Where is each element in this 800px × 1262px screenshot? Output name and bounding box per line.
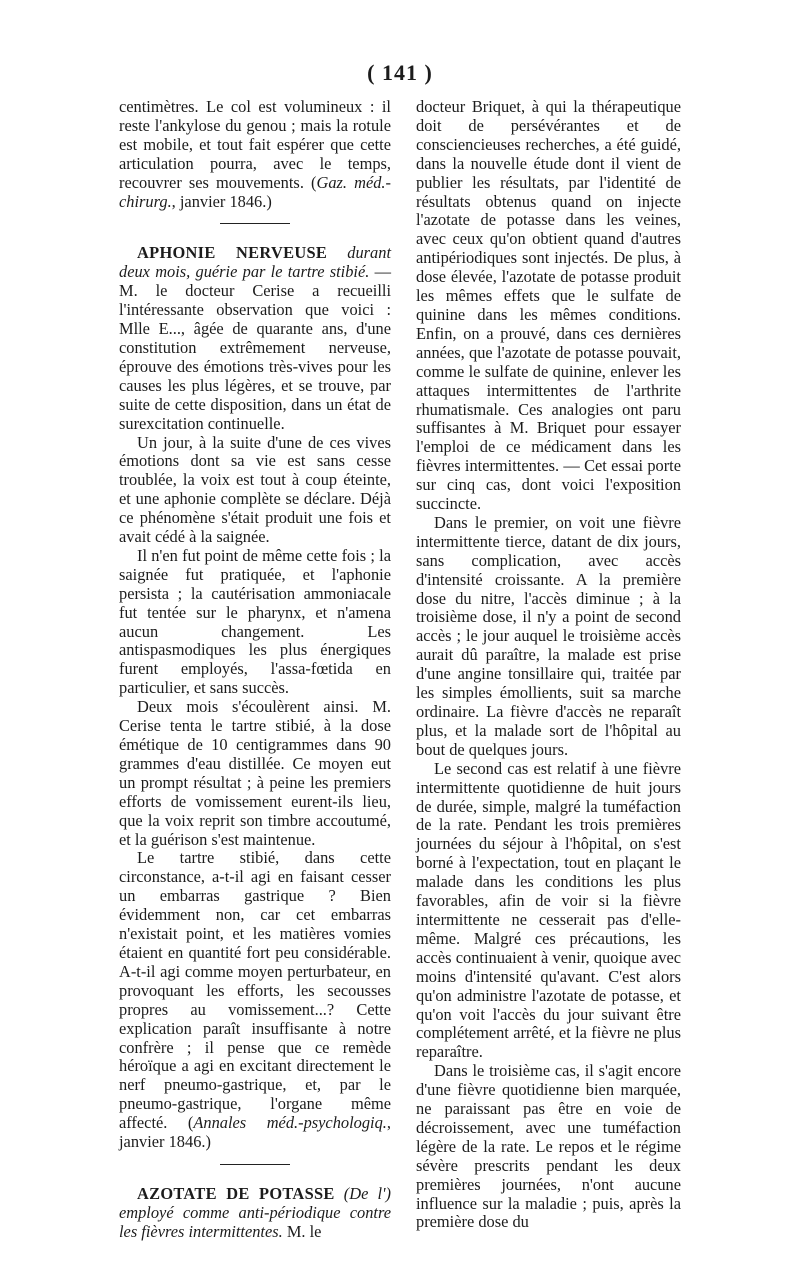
article-paragraph: Un jour, à la suite d'une de ces vives émotions dont sa vie est sans cesse troublée, la voix est tout à coup éteinte, et une aphonie complète se déclare. Déjà ce phénomène s'était produit une fois et avait cédé à la saignée. — [119, 432, 391, 547]
section-divider — [220, 1164, 290, 1165]
article-heading: AZOTATE DE POTASSE — [137, 1183, 335, 1203]
case-paragraph: Le second cas est relatif à une fièvre intermittente quotidienne de huit jours de durée, simple, malgré la tuméfaction de la rate. Pendant les trois premières journées du séjour à l'hôpital, on s'est borné à l'expectation, tout en plaçant le malade dans les conditions les plus favorables, afin de voir si la fièvre intermittente ne cesserait pas d'elle-même. Malgré ces précautions, les accès continuaient à venir, quoique avec moins d'intensité qu'avant. C'est alors qu'on administre l'azotate de potasse, et qu'on voit l'accès du jour suivant être complétement arrêté, et la fièvre ne plus reparaître. — [416, 758, 681, 1062]
continued-paragraph: docteur Briquet, à qui la thérapeutique doit de persévérantes et de consciencieuses recherches, a été guidé, dans la nouvelle étude dont il vient de publier les résultats, par l'identité de résultats obtenus quand on injecte l'azotate de potasse dans les veines, avec ceux qu'on obtient quand d'autres antipériodiques sont injectés. De plus, à dose élevée, l'azotate de potasse produit les mêmes effets que le sulfate de quinine dans les mêmes conditions. Enfin, on a prouvé, dans ces dernières années, que l'azotate de potasse pouvait, comme le sulfate de quinine, enlever les attaques intermittentes de l'arthrite rhumatismale. Ces analogies ont paru suffisantes à M. Briquet pour essayer l'emploi de ce médicament dans les fièvres intermittentes. — Cet essai porte sur cinq cas, dont voici l'exposition succincte. — [416, 97, 681, 514]
case-paragraph: Dans le premier, on voit une fièvre intermittente tierce, datant de dix jours, sans complication, avec accès d'intensité croissante. A la première dose du nitre, l'accès diminue ; à la troisième dose, il n'y a point de second accès ; le jour auquel le troisième accès aurait dû paraître, la malade est prise d'une angine tonsillaire qui, traitée par les simples émollients, suit sa marche ordinaire. La fièvre d'accès ne reparaît plus, et la malade sort de l'hôpital au bout de quelques jours. — [416, 512, 681, 759]
citation-date: , janvier 1846.) — [119, 1113, 391, 1152]
article-intro-text: M. le — [282, 1221, 322, 1241]
right-column — [416, 98, 681, 1232]
article-intro — [119, 1185, 391, 1242]
page-number: ( 141 ) — [367, 60, 433, 85]
section-divider — [220, 223, 290, 224]
article-paragraph — [119, 849, 391, 1152]
article-paragraph: Il n'en fut point de même cette fois ; la saignée fut pratiquée, et l'aphonie persista ; la cautérisation ammoniacale fut tentée sur le pharynx, et n'amena aucun changement. Les antispasmodiques les plus énergiques furent employés, l'assa-fœtida en particulier, et sans succès. — [119, 545, 391, 698]
article-subtitle: employé comme anti-périodique contre les fièvres intermittentes. — [119, 1202, 391, 1241]
article-aphonie — [119, 244, 391, 1152]
continued-text: centimètres. Le col est volumineux : il reste l'ankylose du genou ; mais la rotule est mobile, et tout fait espérer que cette articulation pourra, avec le temps, recouvrer ses mouvements. ( — [119, 97, 391, 192]
article-subtitle: durant deux mois, guérie par le tartre stibié. — [119, 243, 391, 282]
article-paragraph: Deux mois s'écoulèrent ainsi. M. Cerise tenta le tartre stibié, à la dose émétique de 10 centigrammes dans 90 grammes d'eau distillée. Ce moyen eut un prompt résultat ; à peine les premiers efforts de vomissement eurent-ils lieu, que la voix reprit son timbre accoutumé, et la guérison s'est maintenue. — [119, 697, 391, 849]
article-heading: APHONIE NERVEUSE — [137, 243, 328, 263]
continued-paragraph — [119, 98, 391, 211]
article-azotate — [119, 1185, 391, 1242]
left-column — [119, 98, 391, 1242]
case-paragraph: Dans le troisième cas, il s'agit encore d'une fièvre quotidienne bien marquée, ne paraissant pas être en voie de décroissement, avec une tuméfaction légère de la rate. Le repos et le régime sévère prescrits pendant les deux premières journées, n'ont aucune influence sur la maladie ; puis, après la première dose du — [416, 1061, 681, 1232]
article-intro — [119, 244, 391, 433]
article-intro-text: — M. le docteur Cerise a recueilli l'intéressante observation que voici : Mlle E..., âgée de quarante ans, d'une constitution extrêmement nerveuse, éprouve des émotions très-vives pour les causes les plus légères, et se trouve, par suite de cette disposition, dans un état de surexcitation continuelle. — [119, 262, 391, 433]
source-citation: Annales méd.-psychologiq. — [193, 1113, 387, 1133]
article-paragraph-text: Le tartre stibié, dans cette circonstance, a-t-il agi en faisant cesser un embarras gastrique ? Bien évidemment non, car cet embarras n'existait point, et les matières vomies étaient en quantité fort peu considérable. A-t-il agi comme moyen perturbateur, en provoquant les efforts, les secousses propres au vomissement...? Cette explication paraît insuffisante à notre confrère ; il pense que ce remède héroïque a agi en excitant directement le nerf pneumo-gastrique, et, par le pneumo-gastrique, l'organe même affecté. ( — [119, 848, 391, 1133]
source-citation: Gaz. méd.-chirurg. — [119, 172, 391, 211]
citation-date: , janvier 1846.) — [171, 191, 272, 211]
article-heading-paren: (De l') — [343, 1183, 392, 1203]
